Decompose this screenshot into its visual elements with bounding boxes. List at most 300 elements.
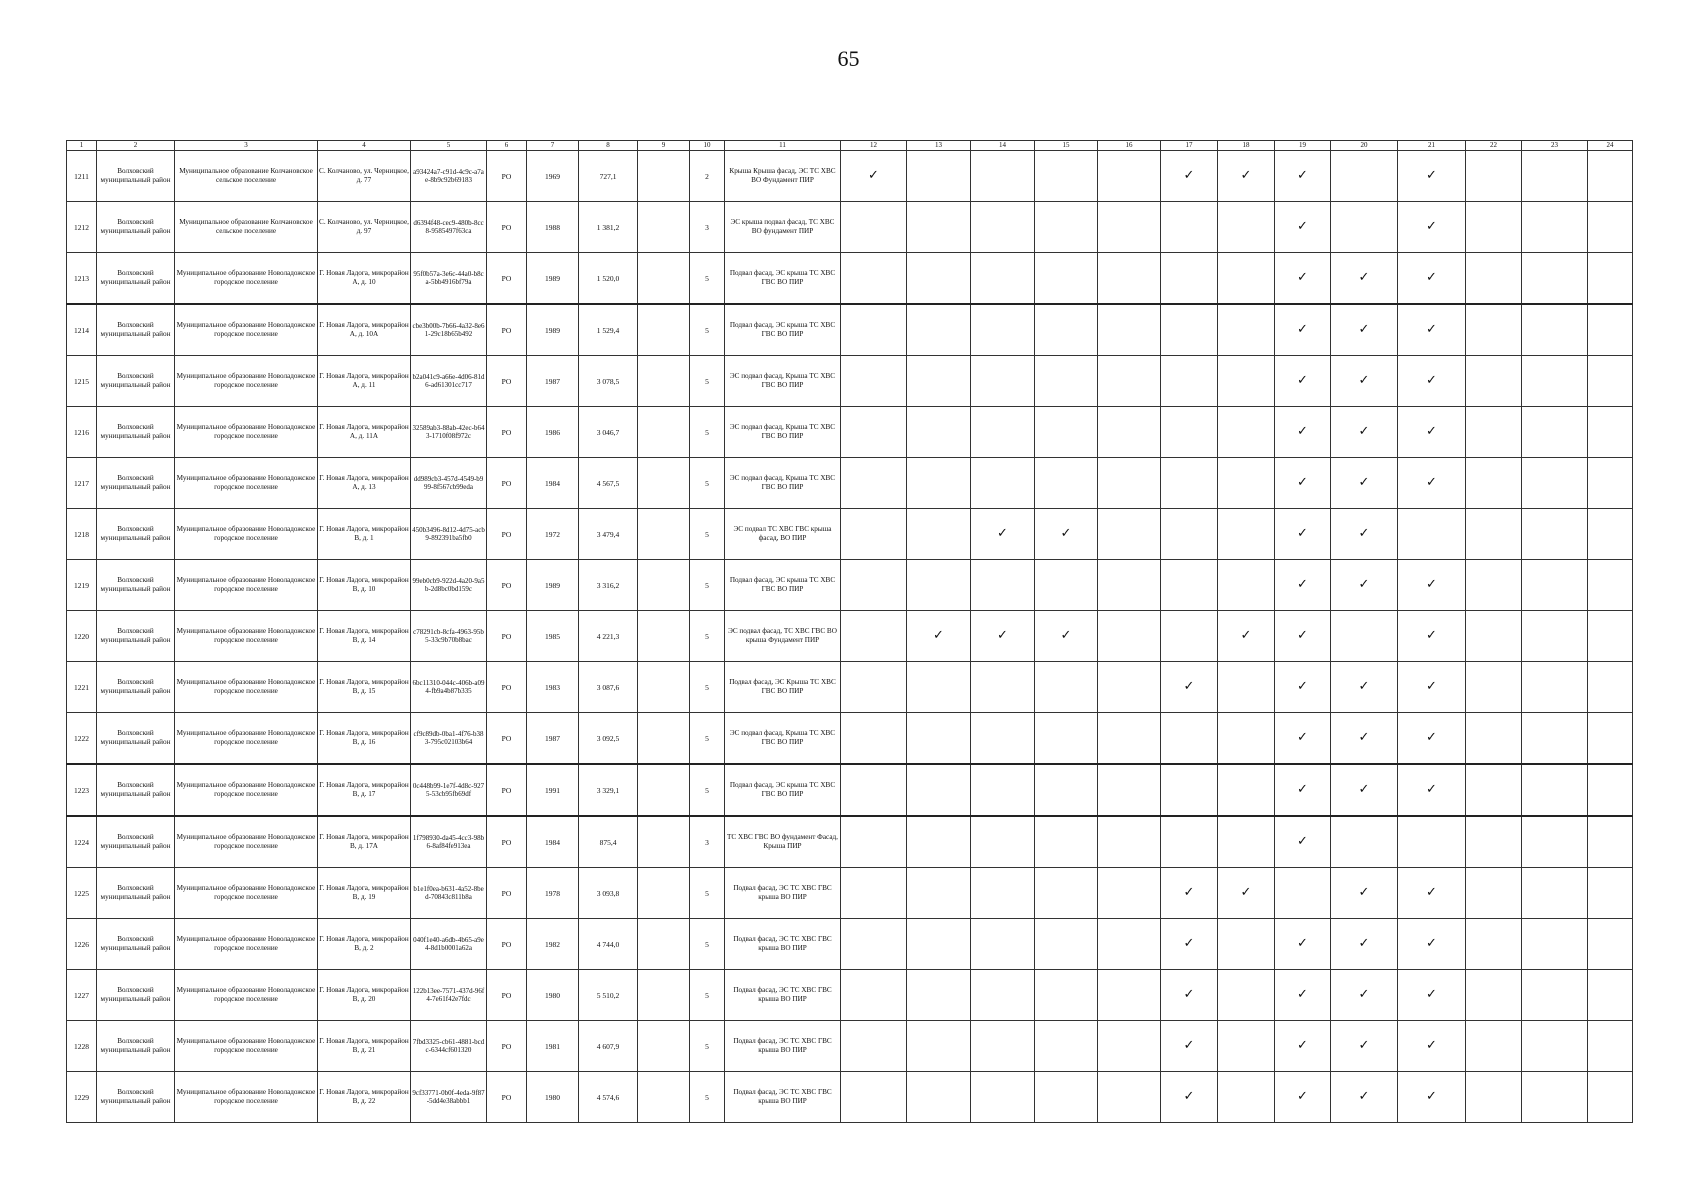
municipality-cell: Муниципальное образование Новоладожское городское поселение [175,509,318,560]
address-cell: Г. Новая Ладога, микрорайон А, д. 11А [318,407,411,458]
check-mark-icon: ✓ [1398,1072,1466,1123]
empty-cell [1161,253,1218,305]
row-id: 1220 [67,611,97,662]
year-cell: 1985 [527,611,579,662]
check-mark-icon: ✓ [1275,356,1331,407]
empty-cell [638,304,690,356]
check-mark-icon: ✓ [1035,611,1098,662]
check-mark-icon: ✓ [1398,868,1466,919]
empty-cell [638,868,690,919]
empty-cell [638,202,690,253]
type-cell: РО [487,1072,527,1123]
year-cell: 1978 [527,868,579,919]
column-number-8: 8 [579,141,638,151]
empty-cell [841,868,907,919]
check-mark-icon: ✓ [1275,662,1331,713]
table-row [67,1072,1633,1123]
empty-cell [1588,1072,1633,1123]
check-mark-icon: ✓ [1161,868,1218,919]
address-cell: Г. Новая Ладога, микрорайон А, д. 10А [318,304,411,356]
district-cell: Волховский муниципальный район [97,1021,175,1072]
year-cell: 1980 [527,970,579,1021]
column-number-6: 6 [487,141,527,151]
address-cell: Г. Новая Ладога, микрорайон А, д. 10 [318,253,411,305]
check-mark-icon: ✓ [971,611,1035,662]
row-id: 1225 [67,868,97,919]
district-cell: Волховский муниципальный район [97,202,175,253]
empty-cell [1161,816,1218,868]
check-mark-icon: ✓ [1275,458,1331,509]
empty-cell [1218,662,1275,713]
check-mark-icon: ✓ [1398,919,1466,970]
empty-cell [1466,304,1522,356]
table-row [67,662,1633,713]
empty-cell [1522,253,1588,305]
district-cell: Волховский муниципальный район [97,816,175,868]
empty-cell [638,662,690,713]
empty-cell [1098,151,1161,202]
floors-cell: 5 [690,662,725,713]
area-cell: 3 329,1 [579,764,638,816]
works-cell: Подвал фасад, ЭС Крыша ТС ХВС ГВС ВО ПИР [725,662,841,713]
floors-cell: 5 [690,970,725,1021]
empty-cell [1588,816,1633,868]
works-cell: Подвал фасад, ЭС ТС ХВС ГВС крыша ВО ПИР [725,868,841,919]
empty-cell [841,1021,907,1072]
check-mark-icon: ✓ [1331,919,1398,970]
floors-cell: 5 [690,356,725,407]
empty-cell [638,764,690,816]
works-cell: ЭС подвал фасад, Крыша ТС ХВС ГВС ВО ПИР [725,356,841,407]
empty-cell [1098,1072,1161,1123]
empty-cell [638,458,690,509]
page-number: 65 [837,46,860,71]
empty-cell [1218,304,1275,356]
type-cell: РО [487,458,527,509]
check-mark-icon: ✓ [1398,662,1466,713]
district-cell: Волховский муниципальный район [97,868,175,919]
empty-cell [1035,868,1098,919]
empty-cell [971,1072,1035,1123]
empty-cell [1275,868,1331,919]
guid-cell: b1e1f0ea-b631-4a52-8bed-70843c811b8a [411,868,487,919]
address-cell: Г. Новая Ладога, микрорайон В, д. 10 [318,560,411,611]
empty-cell [1098,611,1161,662]
empty-cell [971,151,1035,202]
empty-cell [1331,611,1398,662]
check-mark-icon: ✓ [1398,611,1466,662]
guid-cell: 0c448b99-1e7f-4d8c-9275-53cb95fb69df [411,764,487,816]
check-mark-icon: ✓ [1398,1021,1466,1072]
check-mark-icon: ✓ [1275,560,1331,611]
empty-cell [1522,970,1588,1021]
type-cell: РО [487,816,527,868]
column-number-22: 22 [1466,141,1522,151]
address-cell: Г. Новая Ладога, микрорайон В, д. 14 [318,611,411,662]
area-cell: 875,4 [579,816,638,868]
row-id: 1213 [67,253,97,305]
empty-cell [1098,356,1161,407]
table-row [67,560,1633,611]
table-row [67,1021,1633,1072]
empty-cell [907,970,971,1021]
check-mark-icon: ✓ [1161,1072,1218,1123]
empty-cell [841,611,907,662]
empty-cell [1522,713,1588,765]
empty-cell [841,560,907,611]
empty-cell [1218,764,1275,816]
empty-cell [1588,253,1633,305]
empty-cell [907,764,971,816]
guid-cell: 122b13ee-7571-437d-96f4-7e61f42e7fdc [411,970,487,1021]
table-row [67,764,1633,816]
empty-cell [1218,713,1275,765]
empty-cell [1522,611,1588,662]
empty-cell [971,816,1035,868]
table-row [67,816,1633,868]
empty-cell [638,356,690,407]
empty-cell [1035,458,1098,509]
floors-cell: 5 [690,868,725,919]
row-id: 1216 [67,407,97,458]
year-cell: 1983 [527,662,579,713]
check-mark-icon: ✓ [1331,1072,1398,1123]
empty-cell [638,713,690,765]
row-id: 1218 [67,509,97,560]
empty-cell [1466,1021,1522,1072]
area-cell: 4 574,6 [579,1072,638,1123]
check-mark-icon: ✓ [1275,919,1331,970]
district-cell: Волховский муниципальный район [97,151,175,202]
address-cell: С. Колчаново, ул. Черницкое, д. 97 [318,202,411,253]
type-cell: РО [487,509,527,560]
check-mark-icon: ✓ [971,509,1035,560]
check-mark-icon: ✓ [1398,304,1466,356]
empty-cell [1466,970,1522,1021]
empty-cell [1398,816,1466,868]
empty-cell [1218,1021,1275,1072]
empty-cell [1588,560,1633,611]
check-mark-icon: ✓ [1275,1072,1331,1123]
empty-cell [1098,868,1161,919]
area-cell: 727,1 [579,151,638,202]
municipality-cell: Муниципальное образование Новоладожское городское поселение [175,764,318,816]
guid-cell: a93424a7-c91d-4c9c-a7ae-8b9c92b69183 [411,151,487,202]
empty-cell [907,868,971,919]
district-cell: Волховский муниципальный район [97,970,175,1021]
empty-cell [1588,919,1633,970]
empty-cell [1466,662,1522,713]
check-mark-icon: ✓ [907,611,971,662]
guid-cell: 7fbd3325-cb61-4881-bcdc-6344cf601320 [411,1021,487,1072]
column-number-5: 5 [411,141,487,151]
column-number-21: 21 [1398,141,1466,151]
area-cell: 1 529,4 [579,304,638,356]
floors-cell: 5 [690,304,725,356]
empty-cell [971,202,1035,253]
address-cell: Г. Новая Ладога, микрорайон В, д. 21 [318,1021,411,1072]
check-mark-icon: ✓ [1161,970,1218,1021]
district-cell: Волховский муниципальный район [97,1072,175,1123]
empty-cell [1522,356,1588,407]
empty-cell [971,919,1035,970]
check-mark-icon: ✓ [1331,713,1398,765]
year-cell: 1989 [527,253,579,305]
empty-cell [907,919,971,970]
empty-cell [1035,1072,1098,1123]
municipality-cell: Муниципальное образование Новоладожское городское поселение [175,253,318,305]
empty-cell [1035,356,1098,407]
empty-cell [1161,560,1218,611]
check-mark-icon: ✓ [1035,509,1098,560]
empty-cell [1161,458,1218,509]
empty-cell [1466,407,1522,458]
check-mark-icon: ✓ [1398,970,1466,1021]
check-mark-icon: ✓ [1331,458,1398,509]
district-cell: Волховский муниципальный район [97,458,175,509]
empty-cell [971,560,1035,611]
floors-cell: 5 [690,1072,725,1123]
empty-cell [907,1072,971,1123]
year-cell: 1982 [527,919,579,970]
empty-cell [1522,202,1588,253]
address-cell: Г. Новая Ладога, микрорайон В, д. 19 [318,868,411,919]
empty-cell [1218,458,1275,509]
empty-cell [1035,560,1098,611]
year-cell: 1988 [527,202,579,253]
district-cell: Волховский муниципальный район [97,611,175,662]
year-cell: 1972 [527,509,579,560]
empty-cell [1588,304,1633,356]
guid-cell: 32589ab3-88ab-42ec-b643-1710f08f972c [411,407,487,458]
empty-cell [1466,816,1522,868]
area-cell: 3 093,8 [579,868,638,919]
empty-cell [971,662,1035,713]
row-id: 1227 [67,970,97,1021]
table-row [67,356,1633,407]
guid-cell: 450b3496-8d12-4d75-acb9-892391ba5fb0 [411,509,487,560]
empty-cell [971,713,1035,765]
check-mark-icon: ✓ [1398,356,1466,407]
empty-cell [1466,713,1522,765]
empty-cell [1098,253,1161,305]
works-cell: ЭС подвал ТС ХВС ГВС крыша фасад, ВО ПИР [725,509,841,560]
empty-cell [1522,919,1588,970]
type-cell: РО [487,970,527,1021]
empty-cell [1218,509,1275,560]
empty-cell [1098,509,1161,560]
empty-cell [907,560,971,611]
check-mark-icon: ✓ [1331,356,1398,407]
guid-cell: 1f798930-da45-4cc3-98b6-8af84fe913ea [411,816,487,868]
empty-cell [971,970,1035,1021]
works-cell: ЭС подвал фасад, Крыша ТС ХВС ГВС ВО ПИР [725,407,841,458]
empty-cell [1522,304,1588,356]
area-cell: 4 567,5 [579,458,638,509]
check-mark-icon: ✓ [1275,713,1331,765]
empty-cell [638,919,690,970]
empty-cell [1466,868,1522,919]
empty-cell [638,1021,690,1072]
check-mark-icon: ✓ [1331,662,1398,713]
type-cell: РО [487,253,527,305]
type-cell: РО [487,356,527,407]
works-cell: Подвал фасад, ЭС крыша ТС ХВС ГВС ВО ПИР [725,764,841,816]
type-cell: РО [487,560,527,611]
empty-cell [907,662,971,713]
empty-cell [841,253,907,305]
empty-cell [1035,919,1098,970]
empty-cell [1588,458,1633,509]
check-mark-icon: ✓ [1218,868,1275,919]
table-row [67,202,1633,253]
empty-cell [1522,509,1588,560]
area-cell: 3 087,6 [579,662,638,713]
table-row [67,253,1633,305]
empty-cell [907,509,971,560]
floors-cell: 5 [690,1021,725,1072]
area-cell: 5 510,2 [579,970,638,1021]
address-cell: Г. Новая Ладога, микрорайон В, д. 15 [318,662,411,713]
empty-cell [1035,662,1098,713]
empty-cell [1218,560,1275,611]
empty-cell [1218,1072,1275,1123]
table-row [67,919,1633,970]
type-cell: РО [487,151,527,202]
empty-cell [1466,253,1522,305]
address-cell: Г. Новая Ладога, микрорайон А, д. 11 [318,356,411,407]
empty-cell [841,202,907,253]
area-cell: 1 520,0 [579,253,638,305]
empty-cell [1098,713,1161,765]
column-number-14: 14 [971,141,1035,151]
check-mark-icon: ✓ [1275,611,1331,662]
empty-cell [971,458,1035,509]
empty-cell [971,253,1035,305]
empty-cell [1035,253,1098,305]
empty-cell [1588,202,1633,253]
works-cell: Подвал фасад, ЭС крыша ТС ХВС ГВС ВО ПИР [725,304,841,356]
address-cell: Г. Новая Ладога, микрорайон В, д. 17 [318,764,411,816]
check-mark-icon: ✓ [1161,1021,1218,1072]
type-cell: РО [487,1021,527,1072]
check-mark-icon: ✓ [1275,509,1331,560]
table-row [67,407,1633,458]
empty-cell [638,970,690,1021]
table-body [67,151,1633,1123]
municipality-cell: Муниципальное образование Новоладожское городское поселение [175,662,318,713]
works-cell: Подвал фасад, ЭС ТС ХВС ГВС крыша ВО ПИР [725,1021,841,1072]
empty-cell [907,407,971,458]
empty-cell [971,1021,1035,1072]
check-mark-icon: ✓ [1275,970,1331,1021]
table-row [67,611,1633,662]
floors-cell: 5 [690,713,725,765]
type-cell: РО [487,764,527,816]
guid-cell: 9cf33771-0b0f-4eda-9f87-5dd4e38abbb1 [411,1072,487,1123]
column-number-2: 2 [97,141,175,151]
row-id: 1224 [67,816,97,868]
address-cell: Г. Новая Ладога, микрорайон В, д. 16 [318,713,411,765]
empty-cell [1218,407,1275,458]
year-cell: 1984 [527,816,579,868]
floors-cell: 2 [690,151,725,202]
empty-cell [1588,662,1633,713]
column-number-9: 9 [638,141,690,151]
guid-cell: 99eb0cb9-922d-4a20-9a5b-2d8bc0bd159c [411,560,487,611]
empty-cell [841,662,907,713]
empty-cell [638,560,690,611]
table-row [67,868,1633,919]
guid-cell: 6bc11310-044c-406b-a094-fb9a4b87b335 [411,662,487,713]
municipality-cell: Муниципальное образование Новоладожское городское поселение [175,560,318,611]
floors-cell: 5 [690,509,725,560]
empty-cell [1218,356,1275,407]
empty-cell [1522,407,1588,458]
works-cell: Подвал фасад, ЭС ТС ХВС ГВС крыша ВО ПИР [725,970,841,1021]
check-mark-icon: ✓ [1398,713,1466,765]
check-mark-icon: ✓ [1218,611,1275,662]
empty-cell [971,356,1035,407]
row-id: 1212 [67,202,97,253]
empty-cell [1098,304,1161,356]
check-mark-icon: ✓ [1398,560,1466,611]
area-cell: 4 221,3 [579,611,638,662]
empty-cell [841,1072,907,1123]
district-cell: Волховский муниципальный район [97,509,175,560]
row-id: 1217 [67,458,97,509]
check-mark-icon: ✓ [1331,253,1398,305]
year-cell: 1981 [527,1021,579,1072]
floors-cell: 5 [690,560,725,611]
column-number-12: 12 [841,141,907,151]
empty-cell [1588,356,1633,407]
type-cell: РО [487,407,527,458]
empty-cell [1218,816,1275,868]
empty-cell [1466,509,1522,560]
empty-cell [1466,356,1522,407]
row-id: 1221 [67,662,97,713]
column-number-3: 3 [175,141,318,151]
check-mark-icon: ✓ [1275,151,1331,202]
column-number-15: 15 [1035,141,1098,151]
guid-cell: b2a041c9-a66e-4d06-81d6-ad61301cc717 [411,356,487,407]
check-mark-icon: ✓ [1398,253,1466,305]
type-cell: РО [487,662,527,713]
empty-cell [638,407,690,458]
empty-cell [638,509,690,560]
check-mark-icon: ✓ [1331,509,1398,560]
empty-cell [1035,151,1098,202]
municipality-cell: Муниципальное образование Новоладожское городское поселение [175,868,318,919]
empty-cell [1161,202,1218,253]
floors-cell: 5 [690,253,725,305]
empty-cell [1522,764,1588,816]
municipality-cell: Муниципальное образование Колчановское сельское поселение [175,151,318,202]
check-mark-icon: ✓ [1331,868,1398,919]
type-cell: РО [487,304,527,356]
empty-cell [1218,919,1275,970]
municipality-cell: Муниципальное образование Новоладожское городское поселение [175,816,318,868]
empty-cell [841,407,907,458]
works-cell: ЭС крыша подвал фасад, ТС ХВС ВО фундамент ПИР [725,202,841,253]
check-mark-icon: ✓ [1275,1021,1331,1072]
empty-cell [907,1021,971,1072]
works-cell: Подвал фасад, ЭС крыша ТС ХВС ГВС ВО ПИР [725,253,841,305]
empty-cell [907,304,971,356]
year-cell: 1984 [527,458,579,509]
district-cell: Волховский муниципальный район [97,356,175,407]
